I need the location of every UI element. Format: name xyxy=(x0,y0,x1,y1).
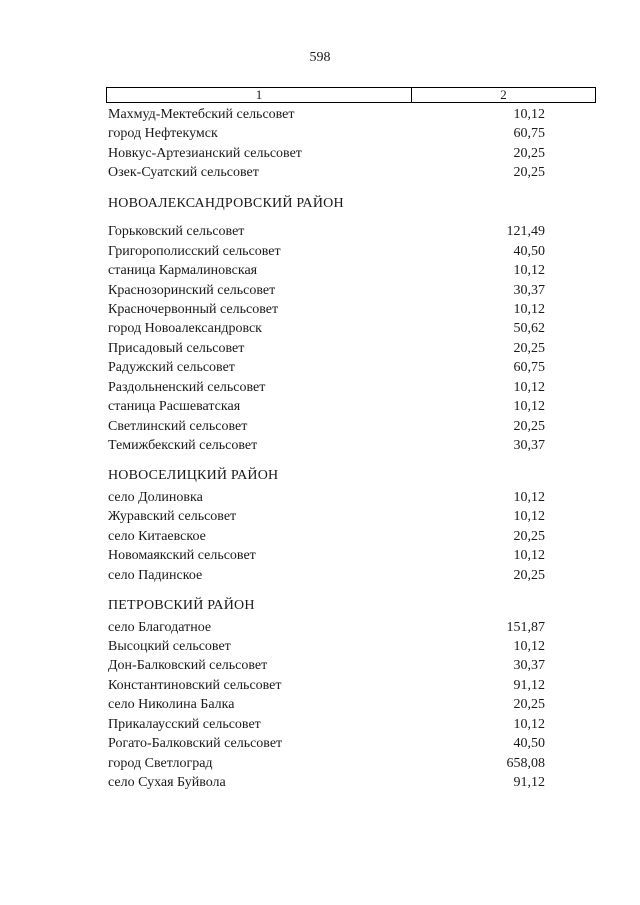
column-header-row xyxy=(106,87,596,103)
table-row xyxy=(108,163,545,182)
column-header-2: 2 xyxy=(500,87,507,102)
section-continuation xyxy=(108,105,545,183)
table-row xyxy=(108,417,545,436)
row-name: Константиновский сельсовет xyxy=(108,677,282,693)
row-name: Темижбекский сельсовет xyxy=(108,438,258,453)
row-name: Горьковский сельсовет xyxy=(108,224,245,240)
table-row xyxy=(108,339,545,358)
table-row xyxy=(108,637,545,656)
row-name: город Нефтекумск xyxy=(108,126,218,142)
section-novoselitsky xyxy=(108,466,545,585)
row-name: село Китаевское xyxy=(108,528,206,544)
row-value: 20,25 xyxy=(513,567,545,583)
section-title: НОВОАЛЕКСАНДРОВСКИЙ РАЙОН xyxy=(108,195,344,211)
table-row xyxy=(108,319,545,338)
section-petrovsky xyxy=(108,596,545,792)
row-name: Красночервонный сельсовет xyxy=(108,301,279,317)
row-value: 10,12 xyxy=(513,107,545,122)
row-value: 10,12 xyxy=(513,301,545,317)
table-row xyxy=(108,715,545,734)
table-row xyxy=(108,507,545,526)
row-value: 40,50 xyxy=(513,243,545,259)
row-value: 30,37 xyxy=(513,282,545,298)
table-row xyxy=(108,676,545,695)
row-name: станица Расшеватская xyxy=(108,399,241,415)
row-value: 10,12 xyxy=(513,379,545,395)
row-value: 91,12 xyxy=(513,677,545,693)
row-name: Радужский сельсовет xyxy=(108,360,235,376)
row-name: Махмуд-Мектебский сельсовет xyxy=(108,107,295,122)
row-name: Новомаякский сельсовет xyxy=(108,548,256,564)
row-value: 50,62 xyxy=(513,321,545,337)
row-value: 30,37 xyxy=(513,658,545,674)
row-value: 10,12 xyxy=(513,716,545,732)
table-row xyxy=(108,527,545,546)
row-name: Григорополисский сельсовет xyxy=(108,243,281,259)
row-value: 10,12 xyxy=(513,509,545,525)
section-title: НОВОСЕЛИЦКИЙ РАЙОН xyxy=(108,468,279,484)
table-row xyxy=(108,281,545,300)
table-row xyxy=(108,695,545,714)
table-row xyxy=(108,656,545,675)
row-value: 10,12 xyxy=(513,399,545,415)
row-name: Краснозоринский сельсовет xyxy=(108,282,276,298)
row-value: 10,12 xyxy=(513,489,545,505)
table-row xyxy=(108,222,545,241)
row-value: 10,12 xyxy=(513,548,545,564)
row-name: Светлинский сельсовет xyxy=(108,418,248,434)
row-value: 30,37 xyxy=(513,438,545,453)
row-value: 91,12 xyxy=(513,775,545,790)
table-row xyxy=(108,242,545,261)
table-row xyxy=(108,566,545,585)
row-value: 60,75 xyxy=(513,126,545,142)
table-row xyxy=(108,488,545,507)
table-row xyxy=(108,124,545,143)
table-row xyxy=(108,144,545,163)
document-body xyxy=(108,105,545,792)
row-value: 20,25 xyxy=(513,528,545,544)
row-name: Дон-Балковский сельсовет xyxy=(108,658,268,674)
row-name: Прикалаусский сельсовет xyxy=(108,716,261,732)
row-value: 60,75 xyxy=(513,360,545,376)
row-value: 40,50 xyxy=(513,736,545,752)
row-name: Озек-Суатский сельсовет xyxy=(108,165,259,181)
row-value: 20,25 xyxy=(513,697,545,713)
row-name: село Падинское xyxy=(108,567,203,583)
row-name: Рогато-Балковский сельсовет xyxy=(108,736,283,752)
table-row xyxy=(108,436,545,455)
table-row xyxy=(108,300,545,319)
row-value: 121,49 xyxy=(506,224,545,240)
section-novoaleksandrovsky xyxy=(108,194,545,456)
section-title: ПЕТРОВСКИЙ РАЙОН xyxy=(108,598,255,614)
table-row xyxy=(108,261,545,280)
row-name: город Светлоград xyxy=(108,755,213,771)
row-value: 20,25 xyxy=(513,165,545,181)
row-name: Раздольненский сельсовет xyxy=(108,379,266,395)
column-header-1: 1 xyxy=(107,88,412,102)
table-row xyxy=(108,773,545,792)
table-row xyxy=(108,546,545,565)
table-row xyxy=(108,358,545,377)
table-row xyxy=(108,754,545,773)
page-number: 598 xyxy=(309,50,331,65)
table-row xyxy=(108,618,545,637)
table-row xyxy=(108,734,545,753)
row-value: 658,08 xyxy=(506,755,545,771)
row-name: Журавский сельсовет xyxy=(108,509,237,525)
table-row xyxy=(108,397,545,416)
row-value: 151,87 xyxy=(506,619,545,635)
row-name: город Новоалександровск xyxy=(108,321,262,337)
row-name: Высоцкий сельсовет xyxy=(108,638,231,654)
row-name: село Благодатное xyxy=(108,619,212,635)
row-value: 20,25 xyxy=(513,145,545,161)
row-value: 10,12 xyxy=(513,638,545,654)
row-name: станица Кармалиновская xyxy=(108,263,258,279)
row-name: Новкус-Артезианский сельсовет xyxy=(108,145,302,161)
table-row xyxy=(108,378,545,397)
row-value: 10,12 xyxy=(513,263,545,279)
row-name: село Николина Балка xyxy=(108,697,235,713)
row-name: село Долиновка xyxy=(108,489,203,505)
row-name: село Сухая Буйвола xyxy=(108,775,226,790)
row-value: 20,25 xyxy=(513,418,545,434)
row-name: Присадовый сельсовет xyxy=(108,340,245,356)
table-row xyxy=(108,105,545,124)
row-value: 20,25 xyxy=(513,340,545,356)
